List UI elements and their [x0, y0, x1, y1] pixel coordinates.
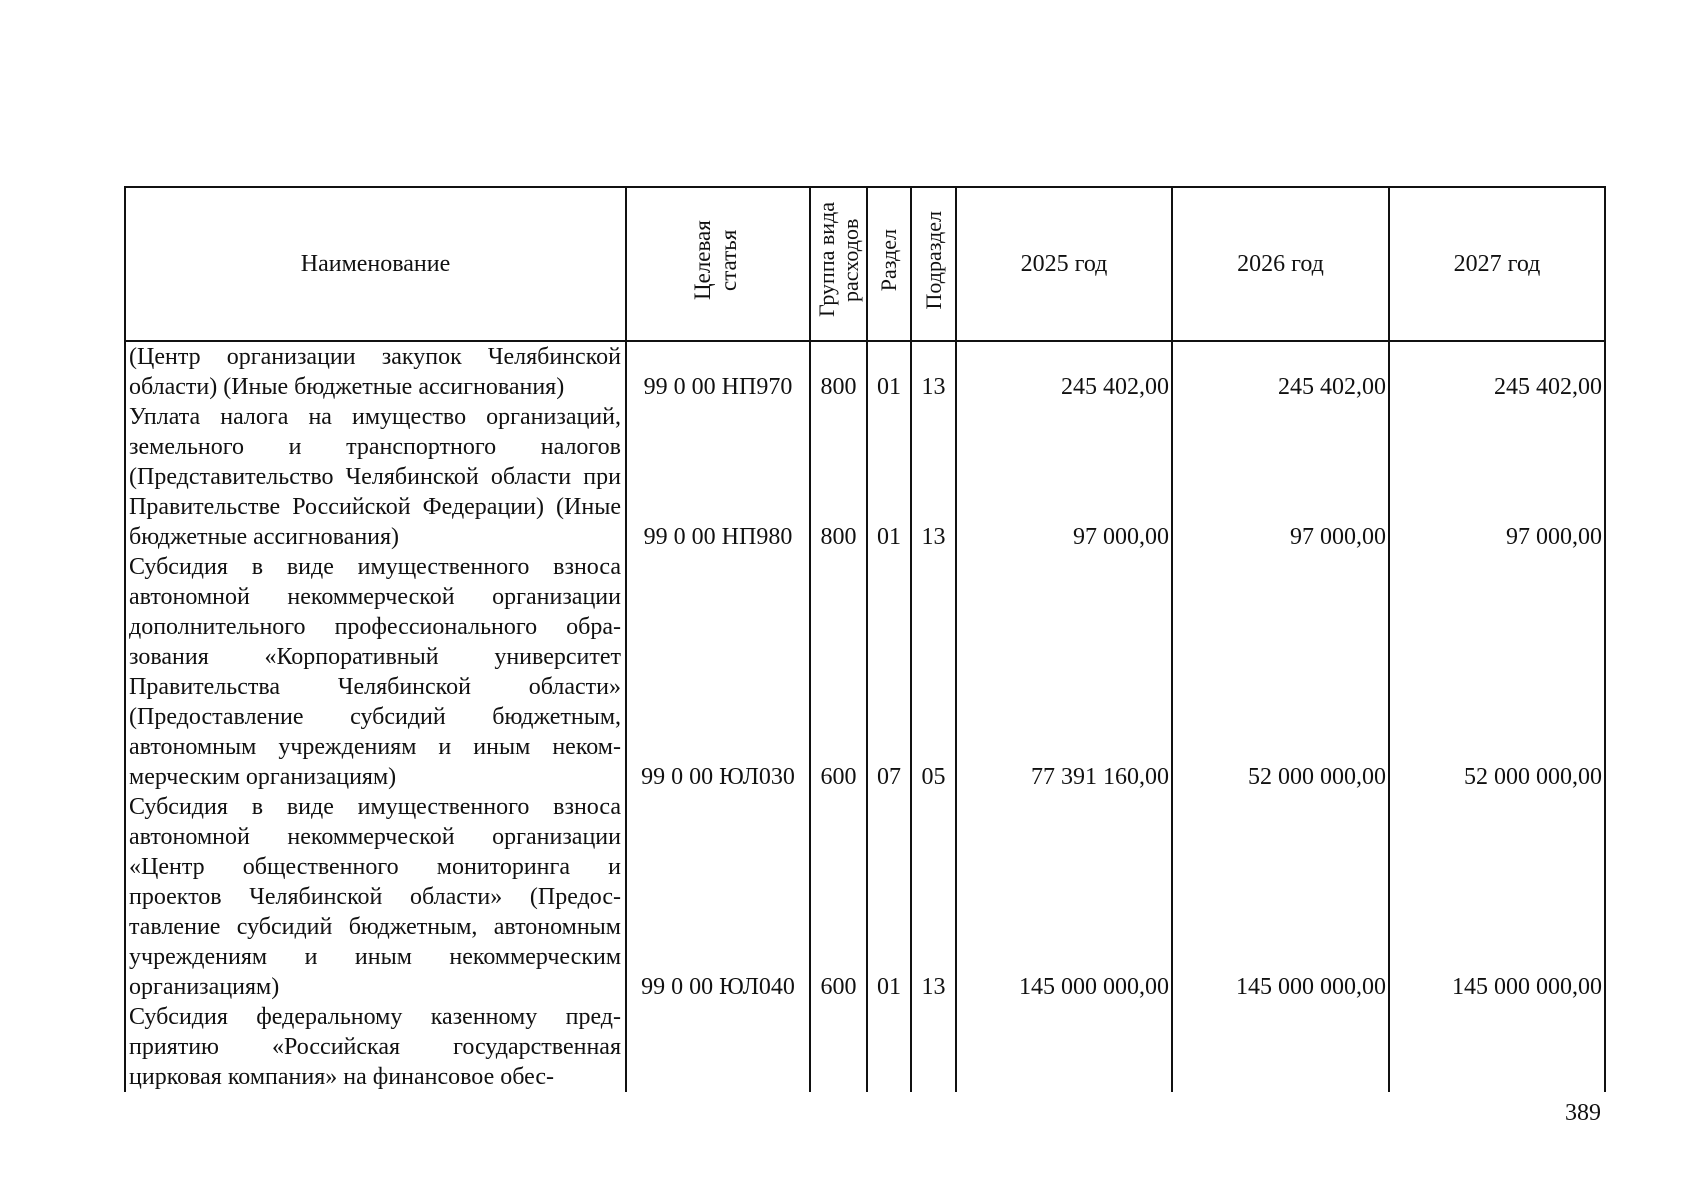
row-code: 99 0 00 ЮЛ030: [626, 552, 810, 792]
row-section: 01: [867, 402, 911, 552]
header-subsection: [911, 187, 956, 341]
header-year-2025-text: 2025 год: [1020, 251, 1108, 277]
row-name: Субсидия в виде имущественного взноса автономной некоммерческой организации «Центр общественного мониторинга и проектов Челябинской области» (Предоставление субсидий бюджетным, автономным учреждениям и иным некоммерческим организациям): [125, 792, 626, 1002]
header-target-article: [626, 187, 810, 341]
row-name: Уплата налога на имущество организаций, земельного и транспортного налогов (Представительство Челябинской области при Правительстве Российской Федерации) (Иные бюджетные ассигнования): [125, 402, 626, 552]
row-amount-2027: [1389, 1002, 1605, 1092]
row-amount-2025: 97 000,00: [956, 402, 1172, 552]
header-year-2026-text: 2026 год: [1237, 251, 1324, 277]
header-expense-group-text: Группа вида расходов: [813, 202, 863, 318]
row-amount-2025: [956, 1002, 1172, 1092]
row-section: 01: [867, 792, 911, 1002]
row-amount-2026: [1172, 1002, 1389, 1092]
row-amount-2027: 97 000,00: [1389, 402, 1605, 552]
header-section: [867, 187, 911, 341]
row-amount-2026: 145 000 000,00: [1172, 792, 1389, 1002]
page-number: 389: [1565, 1100, 1601, 1126]
row-name: (Центр организации закупок Челябинской области) (Иные бюджетные ассигнования): [125, 341, 626, 402]
row-section: 01: [867, 341, 911, 402]
header-expense-group: [810, 187, 867, 341]
row-amount-2025: 77 391 160,00: [956, 552, 1172, 792]
header-name: [125, 187, 626, 341]
header-subsection-text: Подраздел: [920, 210, 946, 310]
table-header-row: [125, 187, 1605, 341]
row-subsection: 13: [911, 341, 956, 402]
row-amount-2026: 245 402,00: [1172, 341, 1389, 402]
row-group: 800: [810, 341, 867, 402]
header-year-2027: [1389, 187, 1605, 341]
table-row: [125, 1002, 1605, 1092]
row-group: [810, 1002, 867, 1092]
row-amount-2025: 245 402,00: [956, 341, 1172, 402]
row-name: Субсидия в виде имущественного взноса автономной некоммерческой организации дополнительного профессионального образования «Корпоративный университет Правительства Челябинской области» (Предоставление субсидий бюджетным, автономным учреждениям и иным некоммерческим организациям): [125, 552, 626, 792]
row-amount-2027: 52 000 000,00: [1389, 552, 1605, 792]
header-year-2025: [956, 187, 1172, 341]
row-amount-2027: 245 402,00: [1389, 341, 1605, 402]
row-code: 99 0 00 НП970: [626, 341, 810, 402]
table-row: [125, 792, 1605, 1002]
row-subsection: 05: [911, 552, 956, 792]
row-section: 07: [867, 552, 911, 792]
row-subsection: 13: [911, 402, 956, 552]
row-amount-2025: 145 000 000,00: [956, 792, 1172, 1002]
row-group: 600: [810, 792, 867, 1002]
budget-table: [124, 186, 1606, 1092]
row-group: 800: [810, 402, 867, 552]
table-row: [125, 341, 1605, 402]
table-row: [125, 552, 1605, 792]
row-code: 99 0 00 НП980: [626, 402, 810, 552]
row-group: 600: [810, 552, 867, 792]
row-subsection: 13: [911, 792, 956, 1002]
table-row: [125, 402, 1605, 552]
row-amount-2026: 97 000,00: [1172, 402, 1389, 552]
row-subsection: [911, 1002, 956, 1092]
row-code: [626, 1002, 810, 1092]
row-amount-2026: 52 000 000,00: [1172, 552, 1389, 792]
header-target-article-text: Целевая статья: [690, 220, 741, 300]
header-name-text: Наименование: [300, 251, 451, 277]
header-year-2027-text: 2027 год: [1453, 251, 1541, 277]
row-amount-2027: 145 000 000,00: [1389, 792, 1605, 1002]
header-section-text: Раздел: [876, 228, 901, 292]
header-year-2026: [1172, 187, 1389, 341]
row-name: Субсидия федеральному казенному предприятию «Российская государственная цирковая компания» на финансовое обес-: [125, 1002, 626, 1092]
row-code: 99 0 00 ЮЛ040: [626, 792, 810, 1002]
row-section: [867, 1002, 911, 1092]
